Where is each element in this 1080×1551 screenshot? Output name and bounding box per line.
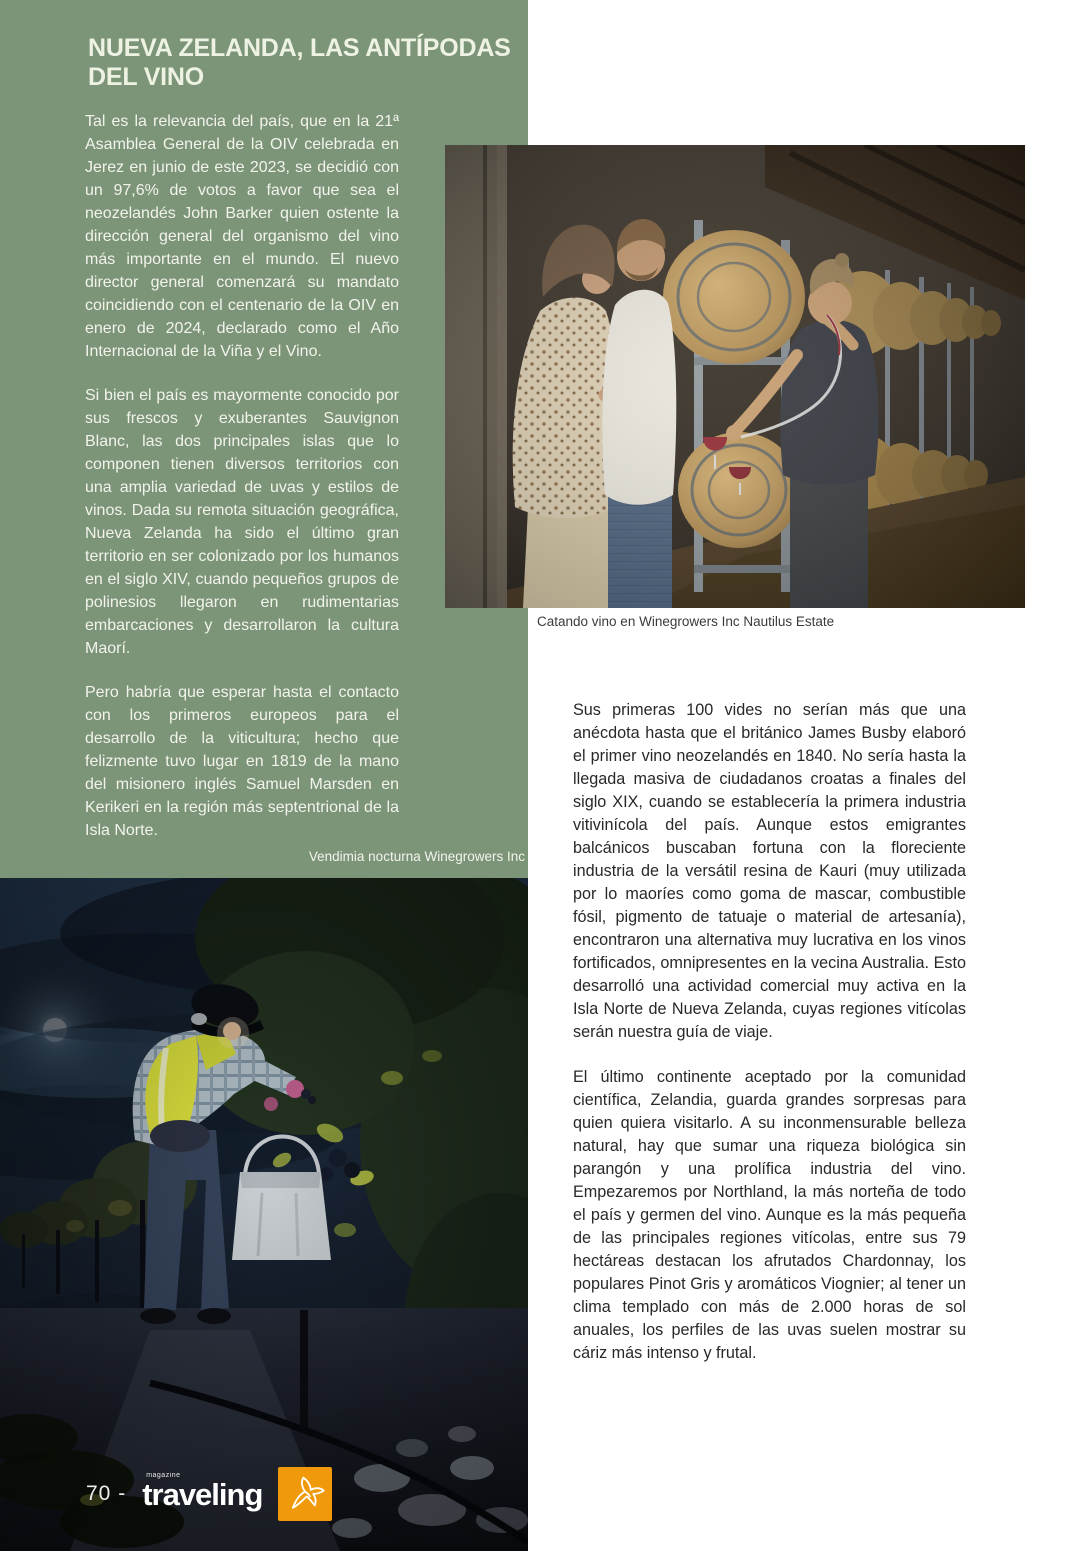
night-photo-caption: Vendimia nocturna Winegrowers Inc (308, 849, 525, 864)
page-footer (86, 1467, 332, 1521)
magazine-wordmark: magazine traveling (142, 1471, 263, 1512)
cellar-photo-caption: Catando vino en Winegrowers Inc Nautilus Estate (537, 614, 835, 629)
magazine-tagline: magazine (146, 1471, 181, 1479)
magazine-logo (278, 1467, 332, 1521)
right-column (573, 699, 966, 1387)
paragraph: Sus primeras 100 vides no serían más que una anécdota hasta que el británico James Busby elaboró el primer vino neozelandés en 1840. No sería hasta la llegada masiva de ciudadanos croatas a finales del siglo XIX, cuando se establecería la primera industria vitivinícola del país. Aunque estos emigrantes balcánicos buscaban fortuna con la floreciente industria de la versátil resina de Kauri (muy utilizada por lo maoríes como goma de mascar, combustible fósil, pigmento de tatuaje o material de artesanía), encontraron una alternativa muy lucrativa en los vinos fortificados, omnipresentes en la vecina Australia. Esto desarrolló una actividad comercial muy activa en la Isla Norte de Nueva Zelanda, cuyas regiones vitícolas serán nuestra guía de viaje. (573, 701, 966, 1041)
paragraph: Tal es la relevancia del país, que en la 21ª Asamblea General de la OIV celebrada en Jerez en junio de este 2023, se decidió con un 97,6% de votos a favor que sea el neozelandés John Barker quien ostente la dirección general del organismo del vino más importante en el mundo. El nuevo director general comenzará su mandato coincidiendo con el centenario de la OIV en enero de 2024, declarado como el Año Internacional de la Viña y el Vino. (85, 113, 399, 360)
left-column (85, 110, 399, 863)
page-title: NUEVA ZELANDA, LAS ANTÍPODAS DEL VINO (88, 34, 511, 91)
night-harvest-photo (0, 878, 528, 1551)
paragraph: Si bien el país es mayormente conocido por sus frescos y exuberantes Sauvignon Blanc, las dos principales islas que lo componen tienen diversos territorios con una amplia variedad de uvas y estilos de vinos. Dada su remota situación geográfica, Nueva Zelanda ha sido el último gran territorio en ser colonizado por los humanos en el siglo XIV, cuando pequeños grupos de polinesios llegaron en rudimentarias embarcaciones y desarrollaron la cultura Maorí. (85, 387, 399, 657)
paragraph: El último continente aceptado por la comunidad científica, Zelandia, guarda grandes sorpresas para quien quiera visitarlo. A su inconmensurable belleza natural, hay que sumar una riqueza biológica sin parangón y una prolífica industria del vino. Empezaremos por Northland, la más norteña de todo el país y germen del vino. Aunque es la más pequeña de las principales regiones vitícolas, entre sus 79 hectáreas destacan los afrutados Chardonnay, los populares Pinot Gris y aromáticos Viognier; al tener un clima templado con más de 2.000 horas de sol anuales, los perfiles de las uvas suelen mostrar su cáriz más intenso y frutal. (573, 1068, 966, 1362)
cellar-photo-illustration (445, 145, 1025, 608)
page-number: 70 - (86, 1482, 127, 1505)
wine-tasting-cellar-photo (445, 145, 1025, 608)
night-photo-illustration (0, 878, 528, 1551)
paragraph: Pero habría que esperar hasta el contacto con los primeros europeos para el desarrollo de la viticultura; hecho que felizmente tuvo lugar en 1819 de la mano del misionero inglés Samuel Marsden en Kerikeri en la región más septentrional de la Isla Norte. (85, 684, 399, 839)
hummingbird-icon (283, 1472, 327, 1516)
